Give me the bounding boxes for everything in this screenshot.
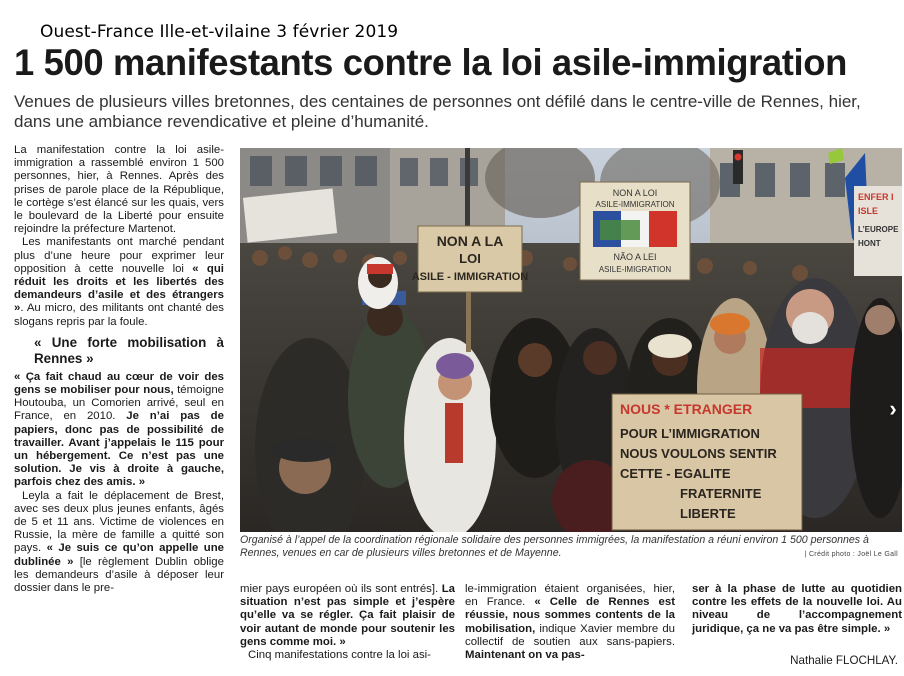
sign-1-line-2: LOI [459,251,481,266]
sign-3-line-1: NOUS * ETRANGER [620,401,753,417]
sign-1-line-3: ASILE - IMMIGRATION [411,271,529,283]
sign-nous-etrangers [612,394,802,530]
sign-2-line-3: NÃO A LEI [613,252,657,262]
sign-enfer [854,186,902,276]
newspaper-source-line: Ouest-France Ille-et-vilaine 3 février 2019 [40,22,399,42]
sign-3-line-4: CETTE - EGALITE [620,466,731,481]
photo-credit: | Crédit photo : Joël Le Gall [804,551,898,558]
paragraph-3-mid: témoigne Houtouba, un Comorien arrivé, seul en France, en 2010. [14,384,224,423]
protest-photo [240,148,902,532]
column-2-quote: La situation n’est pas simple et j’espère qu’elle va se régler. Ça fait plaisir de voir autant de monde pour soutenir les gens comme moi. » [240,583,455,648]
sign-4-line-1: ENFER I [858,192,894,202]
photo-caption [240,534,902,560]
paragraph-4 [14,490,224,596]
column-3-text [465,583,675,662]
column-3-start: le-immigration étaient organisées, hier, en France. [465,583,675,609]
paragraph-2-end: . Au micro, des militants ont chanté des slogans repris par la foule. [14,302,224,328]
sign-4-line-4: HONT [858,239,881,248]
paragraph-2-start: Les manifestants ont marché pendant plus d’une heure pour exprimer leur opposition à cette nouvelle loi [14,236,224,275]
caption-text: Organisé à l’appel de la coordination régionale solidaire des personnes immigrées, la manifestation a réuni environ 1 500 personnes à Rennes, venues en car de plusieurs villes bretonnes et de Mayenne. [240,534,869,559]
sign-3-line-6: LIBERTE [680,506,736,521]
sign-3-line-2: POUR L’IMMIGRATION [620,426,760,441]
paragraph-3-quote: « Ça fait chaud au cœur de voir des gens se mobiliser pour nous, [14,370,224,397]
lede: Venues de plusieurs villes bretonnes, des centaines de personnes ont défilé dans le centre-ville de Rennes, hier, dans une ambiance revendicative et pleine d’humanité. [14,92,861,131]
column-3-quote: « Celle de Rennes est réussie, nous sommes contents de la mobilisation, [465,596,675,635]
column-4-quote: ser à la phase de lutte au quotidien contre les effets de la nouvelle loi. Au niveau de l’accompagnement juridique, ça ne va pas être simple. » [692,583,902,635]
paragraph-4-quote: « Je suis ce qu’on appelle une dublinée » [14,542,225,568]
column-2-text [240,583,455,649]
paragraph-2-quote: « qui réduit les droits et les libertés des demandeurs d’asile et des étrangers » [14,262,224,315]
author-signature: Nathalie FLOCHLAY. [790,654,898,667]
sign-3-line-3: NOUS VOULONS SENTIR [620,446,777,461]
column-3-quote-2: Maintenant on va pas- [465,649,585,662]
paragraph-2 [14,236,224,328]
column-2-end: Cinq manifestations contre la loi asi- [248,649,431,662]
paragraph-4-end: [le règlement Dublin oblige les demandeurs d’asile à déposer leur dossier dans le pre- [14,555,224,595]
column-2-start: mier pays européen où ils sont entrés]. [240,583,442,595]
column-3-mid: indique Xavier membre du collectif de soutien aux sans-papiers. [465,622,675,648]
article-column-1 [14,144,224,595]
sign-non-a-loi-flag [580,182,690,280]
paragraph-1: La manifestation contre la loi asile-immigration a rassemblé environ 1 500 personnes, hier, à Rennes. Après des prises de parole place de la République, le cortège s’est élancé sur les quais, vers le boulevard de la Liberté pour ensuite rejoindre la préfecture Martenot. [14,144,224,236]
sign-1-line-1: NON A LA [436,233,504,249]
sign-3-line-5: FRATERNITE [680,486,762,501]
article-column-4 [692,583,902,636]
subheading: « Une forte mobilisation à Rennes » [34,334,224,366]
sign-2-line-1: NON A LOI [612,188,658,198]
sign-4-line-3: L’EUROPE [858,225,899,234]
paragraph-3 [14,371,224,490]
paragraph-4-start: Leyla a fait le déplacement de Brest, avec ses deux plus jeunes enfants, âgés de 5 et 11 ans. Victime de violences en Russie, la mère de famille a quitté son pays. [14,489,224,555]
sign-2-line-2: ASILE-IMMIGRATION [595,200,675,209]
headline: 1 500 manifestants contre la loi asile-immigration [14,42,847,83]
paragraph-3-quote-2: Je n’ai pas de papiers, donc pas de possibilité de travailler. Avant j’appelais le 115 pour un hébergement. Ce n’est pas une solution. Je vis à droite à gauche, parfois chez des amis. » [14,410,224,489]
sign-2-line-4: ASILE-IMIGRATION [598,265,672,274]
sign-4-line-2: ISLE [858,206,879,216]
article-column-3 [465,583,675,662]
next-arrow-icon[interactable]: › [889,396,897,421]
article-column-2 [240,583,455,662]
